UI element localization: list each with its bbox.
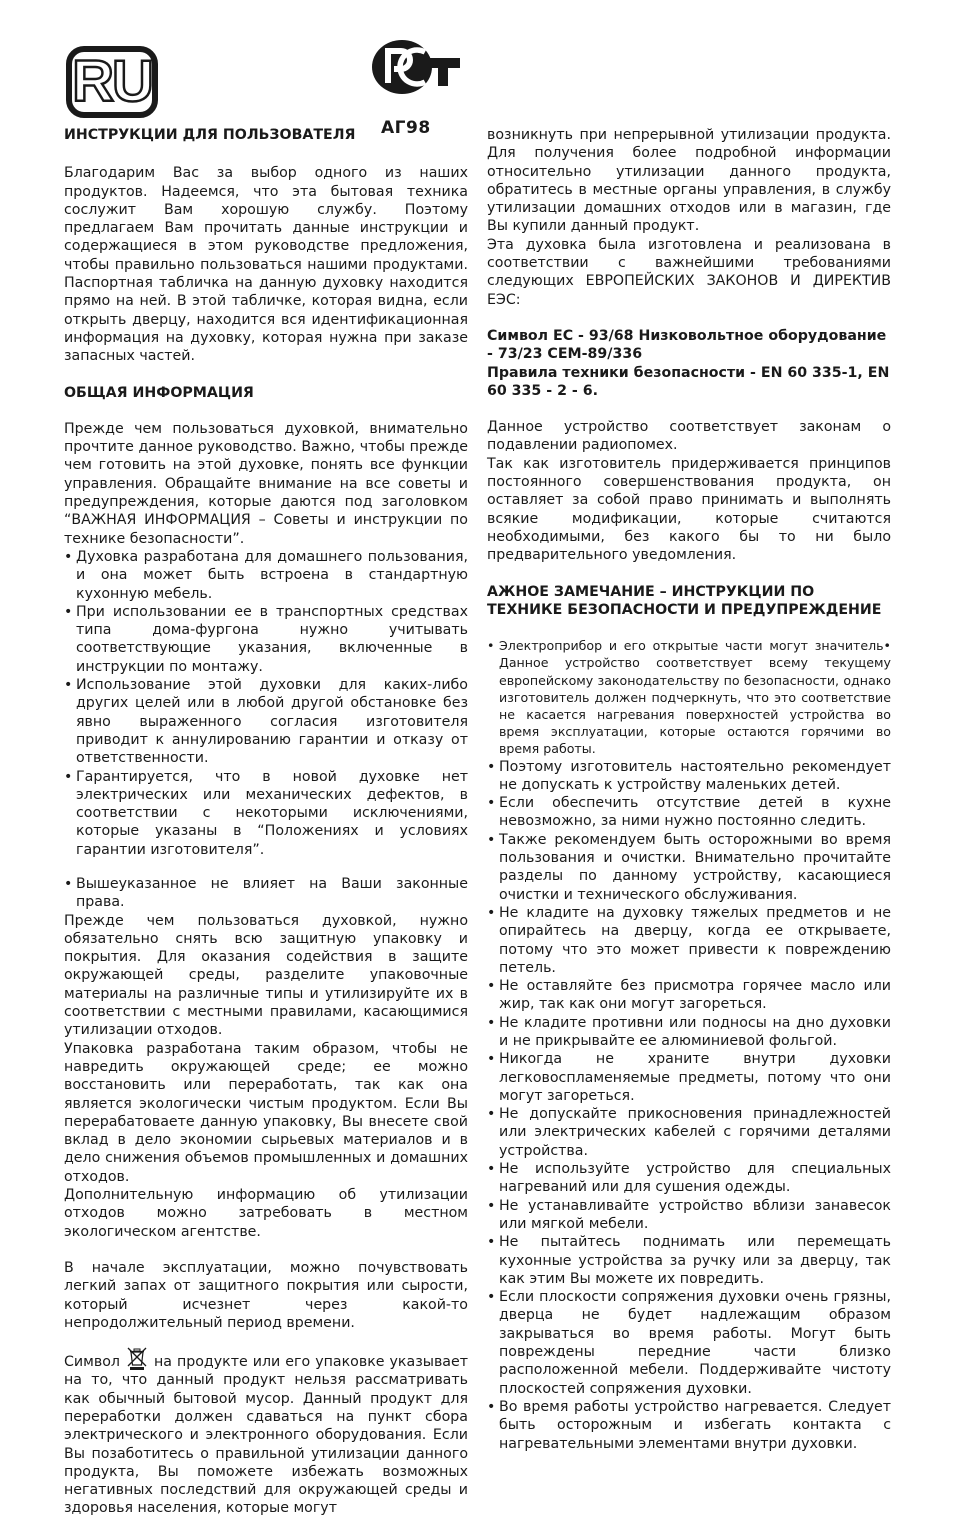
document-title: ИНСТРУКЦИИ ДЛЯ ПОЛЬЗОВАТЕЛЯ: [64, 127, 356, 143]
list-item: • Гарантируется, что в новой духовке нет электрических или механических дефектов, в соответствии с некоторыми исключениями, которые указаны в “Положениях и условиях гарантии изготовителя”.: [64, 768, 468, 859]
compliance-paragraph: Эта духовка была изготовлена и реализована в соответствии с важнейшими требованиями следующих ЕВРОПЕЙСКИХ ЗАКОНОВ И ДИРЕКТИВ ЕЭС:: [487, 236, 891, 308]
directives-block: [487, 327, 891, 400]
weee-text-before: Символ: [64, 1354, 120, 1371]
list-item: • Не допускайте прикосновения принадлежностей или электрических кабелей с горячими деталями устройства.: [487, 1105, 891, 1160]
general-info-paragraph: Прежде чем пользоваться духовкой, внимательно прочтите данное руководство. Важно, чтобы прежде чем готовить на этой духовке, понять все функции управления. Обращайте внимание на все советы и предупреждения, которые даются под заголовком “ВАЖНАЯ ИНФОРМАЦИЯ – Советы и инструкции по технике безопасности”.: [64, 420, 468, 547]
list-item: • Поэтому изготовитель настоятельно рекомендует не допускать к устройству маленьких детей.: [487, 758, 891, 795]
list-item: • Вышеуказанное не влияет на Ваши законные права.: [64, 875, 468, 912]
list-item: • При использовании ее в транспортных средствах типа дома-фургона нужно учитывать соответствующие указания, включенные в инструкции по монтажу.: [64, 603, 468, 676]
list-item: • Электроприбор и его открытые части могут значитель• Данное устройство соответствует всему текущему европейскому законодательству по безопасности, однако изготовитель должен подчеркнуть, что это соответствие не касается нагревания поверхностей устройства во время эксплуатации, которые остаются горячими во время работы.: [487, 637, 891, 757]
list-item: • Если плоскости сопряжения духовки очень грязны, дверца не будет надлежащим образом закрываться во время работы. Могут быть повреждены передние части близко расположенной мебели. Поддерживайте чистоту плоскостей сопряжения духовки.: [487, 1288, 891, 1398]
directive-safety-rules: Правила техники безопасности - EN 60 335-1, EN 60 335 - 2 - 6.: [487, 364, 890, 399]
safety-first-list: [487, 637, 891, 757]
ru-country-badge: [66, 46, 158, 118]
first-use-paragraph: В начале эксплуатации, можно почувствовать легкий запах от защитного покрытия или сырости, который исчезнет через какой-то непродолжительный период времени.: [64, 1259, 468, 1331]
gost-certification-icon: [368, 38, 464, 96]
ru-badge-text: RU: [72, 49, 152, 114]
disposal-continued-paragraph: возникнуть при непрерывной утилизации продукта. Для получения более подробной информации относительно утилизации данного продукта, обратитесь в местные органы управления, в службу утилизации домашних отходов или в магазин, где Вы купили данный продукт.: [487, 127, 891, 235]
list-item: • Не пытайтесь поднимать или перемещать кухонные устройства за ручку или за дверцу, так как этим Вы можете их повредить.: [487, 1233, 891, 1288]
general-info-heading: ОБЩАЯ ИНФОРМАЦИЯ: [64, 384, 254, 401]
weee-text-after: на продукте или его упаковке указывает на то, что данный продукт нельзя рассматривать как обычный бытовой мусор. Данный продукт для переработки должен сдаваться на пункт сбора электрического и электронного оборудования. Если Вы позаботитесь о правильной утилизации данного продукта, Вы поможете избежать возможных негативных последствий для окружающей среды и здоровья населения, которые могут: [64, 1354, 468, 1517]
radio-interference-paragraph: Данное устройство соответствует законам о подавлении радиопомех.: [487, 419, 891, 454]
list-item: • Не устанавливайте устройство вблизи занавесок или мягкой мебели.: [487, 1197, 891, 1234]
right-column: [487, 126, 891, 1453]
list-item: • Во время работы устройство нагревается. Следует быть осторожным и избегать контакта с нагревательными элементами внутри духовки.: [487, 1398, 891, 1453]
certification-code: АГ98: [381, 118, 431, 138]
packaging-paragraph-3: Дополнительную информацию об утилизации отходов можно затребовать в местном экологическом агентстве.: [64, 1187, 468, 1240]
packaging-paragraph-1: Прежде чем пользоваться духовкой, нужно обязательно снять всю защитную упаковку и покрытия. Для оказания содействия в защите окружающей среды, разделите упаковочные материалы на различные типы и утилизируйте их в соответствии с местными правилами, касающимися утилизации отходов.: [64, 912, 468, 1039]
list-item: • Не используйте устройство для специальных нагреваний или для сушения одежды.: [487, 1160, 891, 1197]
directive-low-voltage: Символ ЕС - 93/68 Низковольтное оборудование - 73/23 СЕМ-89/336: [487, 327, 887, 363]
general-bullet-list: [64, 548, 468, 859]
safety-heading: АЖНОЕ ЗАМЕЧАНИЕ – ИНСТРУКЦИИ ПО ТЕХНИКЕ БЕЗОПАСНОСТИ И ПРЕДУПРЕЖДЕНИЕ: [487, 583, 882, 618]
packaging-paragraph-2: Упаковка разработана таким образом, чтобы не навредить окружающей среде; ее можно восстановить или переработать, так как она является экологически чистым продуктом. Если Вы перерабатоваете данную упаковку, Вы внесете свой вклад в дело экономии сырьевых материалов и в дело снижения объемов промышленных и домашних отходов.: [64, 1040, 468, 1185]
list-item: • Использование этой духовки для каких-либо других целей или в любой другой обстановке без явно выраженного согласия изготовителя приводит к аннулированию гарантии и отказу от ответственности.: [64, 676, 468, 767]
improvement-paragraph: Так как изготовитель придерживается принципов постоянного совершенствования продукта, он оставляет за собой право принимать и выполнять всякие модификации, которые считаются необходимыми, без какого бы то ни было предварительного уведомления.: [487, 455, 891, 564]
weee-paragraph: [64, 1346, 468, 1518]
list-item: • Не оставляйте без присмотра горячее масло или жир, так как они могут загореться.: [487, 977, 891, 1014]
safety-bullet-list: [487, 758, 891, 1453]
list-item: • Никогда не храните внутри духовки легковоспламеняемые предметы, потому что они могут загореться.: [487, 1050, 891, 1105]
left-column: [64, 126, 468, 1518]
list-item: • Не кладите противни или подносы на дно духовки и не прикрывайте ее алюминиевой фольгой.: [487, 1014, 891, 1051]
rights-bullet-list: [64, 875, 468, 912]
list-item: • Духовка разработана для домашнего пользования, и она может быть встроена в стандартную кухонную мебель.: [64, 548, 468, 603]
list-item: • Если обеспечить отсутствие детей в кухне невозможно, за ними нужно постоянно следить.: [487, 794, 891, 831]
list-item: • Не кладите на духовку тяжелых предметов и не опирайтесь на дверцу, когда ее открываете, потому что это может привести к повреждению петель.: [487, 904, 891, 977]
list-item: • Также рекомендуем быть осторожными во время пользования и очистки. Внимательно прочитайте разделы по данному устройству, касающиеся очистки и технического обслуживания.: [487, 831, 891, 904]
crossed-bin-icon: [126, 1346, 148, 1370]
intro-paragraph: Благодарим Вас за выбор одного из наших продуктов. Надеемся, что эта бытовая техника сослужит Вам хорошую службу. Поэтому предлагаем Вам прочитать данные инструкции и содержащиеся в этом руководстве предложения, чтобы правильно пользоваться нашими продуктами. Паспортная табличка на данную духовку находится прямо на ней. В этой табличке, которая видна, если открыть дверцу, находится вся идентификационная информация на духовку, которая нужна при заказе запасных частей.: [64, 165, 468, 365]
